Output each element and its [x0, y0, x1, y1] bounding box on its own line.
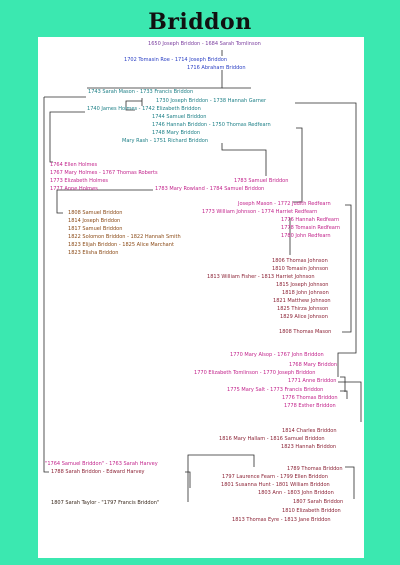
- person-elisha-1823: 1823 Elisha Briddon: [68, 250, 119, 256]
- person-elijah-1823: 1823 Elijah Briddon - 1825 Alice Marchant: [68, 242, 174, 248]
- person-thomas-johnson-1806: 1806 Thomas Johnson: [272, 258, 328, 264]
- person-jane-1813: 1813 Thomas Eyre - 1813 Jane Briddon: [232, 517, 331, 523]
- person-abraham-1716: 1716 Abraham Briddon: [187, 65, 246, 71]
- person-sarah-1788: 1788 Sarah Briddon - Edward Harvey: [51, 469, 145, 475]
- person-samuel-1808: 1808 Samuel Briddon: [68, 210, 123, 216]
- person-francis-1797: 1807 Sarah Taylor - "1797 Francis Briddon": [51, 500, 160, 506]
- person-mary-holmes-1767: 1767 Mary Holmes - 1767 Thomas Roberts: [50, 170, 158, 176]
- person-joseph-1730: 1730 Joseph Briddon - 1738 Hannah Garner: [156, 98, 267, 104]
- person-john-johnson-1818: 1818 John Johnson: [282, 290, 329, 296]
- person-joseph-1650: 1650 Joseph Briddon - 1684 Sarah Tomlinson: [148, 41, 261, 47]
- person-samuel-1784: 1783 Mary Rowland - 1784 Samuel Briddon: [155, 186, 265, 192]
- person-john-1767: 1770 Mary Alsop - 1767 John Briddon: [230, 352, 324, 358]
- person-thirza-johnson-1825: 1825 Thirza Johnson: [277, 306, 329, 312]
- person-ellen-1799: 1797 Laurence Fearn - 1799 Ellen Briddon: [222, 474, 328, 480]
- page-title: Briddon: [148, 9, 252, 35]
- person-thomas-1776: 1776 Thomas Briddon: [282, 395, 338, 401]
- person-john-redfearn-1780: 1780 John Redfearn: [281, 233, 331, 239]
- person-elizabeth-1742: 1740 James Holmes - 1742 Elizabeth Briddon: [87, 106, 201, 112]
- person-mary-1748: 1748 Mary Briddon: [152, 130, 201, 136]
- person-samuel-1783: 1783 Samuel Briddon: [234, 178, 289, 184]
- person-richard-1751: Mary Rash - 1751 Richard Briddon: [122, 138, 209, 144]
- person-joseph-johnson-1815: 1815 Joseph Johnson: [276, 282, 329, 288]
- person-samuel-1764: "1764 Samuel Briddon" - 1763 Sarah Harvey: [45, 461, 158, 467]
- person-solomon-1822: 1822 Solomon Briddon - 1822 Hannah Smith: [68, 234, 181, 240]
- person-tomasin-johnson-1810: 1810 Tomasin Johnson: [272, 266, 329, 272]
- person-anne-1771: 1771 Anne Briddon: [288, 378, 337, 384]
- person-judith-redfearn-1772: Joseph Mason - 1772 Judith Redfearn: [238, 201, 331, 207]
- person-francis-1733: 1743 Sarah Mason - 1733 Francis Briddon: [88, 89, 194, 95]
- person-harriet-johnson-1813: 1813 William Fisher - 1813 Harriet Johnson: [207, 274, 315, 280]
- person-anne-holmes-1777: 1777 Anne Holmes: [50, 186, 98, 192]
- person-charles-1814: 1814 Charles Briddon: [282, 428, 337, 434]
- person-william-1801: 1801 Susanna Hunt - 1801 William Briddon: [221, 482, 330, 488]
- person-elizabeth-holmes-1773: 1773 Elizabeth Holmes: [50, 178, 109, 184]
- person-hannah-1746: 1746 Hannah Briddon - 1750 Thomas Redfearn: [152, 122, 271, 128]
- person-alice-johnson-1829: 1829 Alice Johnson: [280, 314, 328, 320]
- person-mary-1768: 1768 Mary Briddon: [289, 362, 338, 368]
- person-ellen-holmes-1764: 1764 Ellen Holmes: [50, 162, 98, 168]
- person-john-1803: 1803 Ann - 1803 John Briddon: [258, 490, 334, 496]
- person-hannah-1823: 1823 Hannah Briddon: [281, 444, 337, 450]
- person-tomasin-redfearn-1778: 1778 Tomasin Redfearn: [281, 225, 341, 231]
- person-joseph-1770: 1770 Elizabeth Tomlinson - 1770 Joseph Briddon: [194, 370, 316, 376]
- person-thomas-1789: 1789 Thomas Briddon: [287, 466, 343, 472]
- person-joseph-1814: 1814 Joseph Briddon: [68, 218, 121, 224]
- person-elizabeth-1810: 1810 Elizabeth Briddon: [282, 508, 341, 514]
- person-joseph-1714: 1702 Tomasin Roe - 1714 Joseph Briddon: [124, 57, 228, 63]
- person-francis-1773: 1775 Mary Salt - 1773 Francis Briddon: [227, 387, 324, 393]
- person-thomas-mason-1808: 1808 Thomas Mason: [279, 329, 332, 335]
- person-samuel-1744: 1744 Samuel Briddon: [152, 114, 207, 120]
- person-matthew-johnson-1821: 1821 Matthew Johnson: [273, 298, 331, 304]
- person-esther-1778: 1778 Esther Briddon: [284, 403, 336, 409]
- person-samuel-1817: 1817 Samuel Briddon: [68, 226, 123, 232]
- person-samuel-1816: 1816 Mary Hallam - 1816 Samuel Briddon: [219, 436, 325, 442]
- person-sarah-1807: 1807 Sarah Briddon: [293, 499, 344, 505]
- person-hannah-redfearn-1776: 1776 Hannah Redfearn: [281, 217, 340, 223]
- person-harriet-redfearn-1774: 1773 William Johnson - 1774 Harriet Redfearn: [202, 209, 318, 215]
